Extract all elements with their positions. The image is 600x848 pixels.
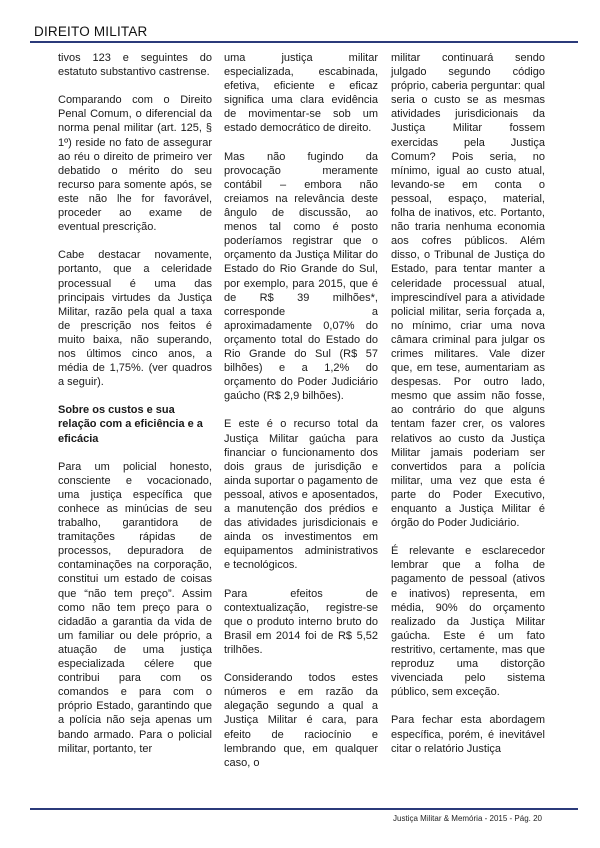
section-heading: Sobre os custos e sua relação com a eficiência e a eficácia — [58, 404, 203, 445]
paragraph: uma justiça militar especializada, escabinada, efetiva, eficiente e eficaz significa uma clara evidência de movimentar-se sob um estado democrático de direito. — [224, 52, 378, 135]
text-column-3 — [391, 51, 545, 770]
paragraph: Cabe destacar novamente, portanto, que a celeridade processual é uma das principais virtudes da Justiça Militar, razão pela qual a taxa de prescrição nos feitos é muito baixa, não superando, nos últimos cinco anos, a média de 1,75%. (ver quadros a seguir). — [58, 249, 212, 389]
text-column-2 — [224, 51, 378, 784]
paragraph: militar continuará sendo julgado segundo código próprio, caberia perguntar: qual seria o custo se as mesmas atividades jurisdicionais da Justiça Militar fossem exercidas pela Justiça Comum? Pois seria, no mínimo, igual ao custo atual, levando-se em conta o pessoal, espaço, material, folha de inativos, etc. Portanto, não traria nenhuma economia aos cofres públicos. Além disso, o Tribunal de Justiça do Estado, para tentar manter a celeridade processual atual, imprescindível para a atividade policial militar, seria forçada a, no mínimo, criar uma nova câmara criminal para julgar os crimes militares. Vale dizer que, em tese, aumentariam as despesas. Por outro lado, mesmo que assim não fosse, ao contrário do que alguns tentam fazer crer, os valores relativos ao custo da Justiça Militar jamais poderiam ser convertidos para a polícia militar, uma vez que esta é parte do Poder Executivo, enquanto a Justiça Militar é órgão do Poder Judiciário. — [391, 52, 545, 530]
header-rule — [30, 41, 578, 43]
paragraph: Para um policial honesto, consciente e vocacionado, uma justiça específica que conhece as minúcias de seu trabalho, garantidora de tramitações rápidas de processos, depuradora de contaminações na corporação, constitui um estado de coisas que “não tem preço”. Assim como não tem preço para o cidadão a garantia da vida de um familiar ou dele próprio, a atuação de uma justiça especializada célere que contribui para com os comandos e para com o próprio Estado, garantindo que a polícia não seja apenas um bando armado. Para o policial militar, portanto, ter — [58, 460, 212, 755]
page-footer: Justiça Militar & Memória - 2015 - Pág. 20 — [393, 814, 542, 823]
paragraph: E este é o recurso total da Justiça Militar gaúcha para financiar o funcionamento dos dois graus de jurisdição e ainda suportar o pagamento de pessoal, ativos e aposentados, a manutenção dos prédios e das atividades jurisdicionais e ainda os investimentos em equipamentos administrativos e tecnológicos. — [224, 418, 378, 572]
paragraph: Para efeitos de contextualização, registre-se que o produto interno bruto do Brasil em 2014 foi de R$ 5,52 trilhões. — [224, 587, 378, 656]
footer-rule — [30, 808, 578, 810]
paragraph: Comparando com o Direito Penal Comum, o diferencial da norma penal militar (art. 125, § 1º) reside no fato de assegurar ao réu o direito de primeiro ver debatido o mérito do seu recurso para somente após, se este não lhe for favorável, proceder ao exame de eventual prescrição. — [58, 94, 212, 234]
paragraph: É relevante e esclarecedor lembrar que a folha de pagamento de pessoal (ativos e inativos) representa, em média, 90% do orçamento realizado da Justiça Militar gaúcha. Este é um fato restritivo, certamente, mas que reproduz uma distorção vivenciada pelo sistema público, sem exceção. — [391, 545, 545, 699]
paragraph: tivos 123 e seguintes do estatuto substantivo castrense. — [58, 52, 212, 79]
paragraph: Para fechar esta abordagem específica, porém, é inevitável citar o relatório Justiça — [391, 714, 545, 755]
running-header: DIREITO MILITAR — [34, 24, 148, 39]
paragraph: Considerando todos estes números e em razão da alegação segundo a qual a Justiça Militar é cara, para efeito de raciocínio e lembrando que, em qualquer caso, o — [224, 672, 378, 769]
paragraph: Mas não fugindo da provocação meramente contábil – embora não creiamos na relevância deste ângulo de discussão, ao menos tal como é posto poderíamos registrar que o orçamento da Justiça Militar do Estado do Rio Grande do Sul, por exemplo, para 2015, que é de R$ 39 milhões*, corresponde a aproximadamente 0,07% do orçamento total do Estado do Rio Grande do Sul (R$ 57 bilhões) e a 1,2% do orçamento do Poder Judiciário gaúcho (R$ 2,9 bilhões). — [224, 150, 378, 403]
text-column-1 — [58, 51, 212, 770]
